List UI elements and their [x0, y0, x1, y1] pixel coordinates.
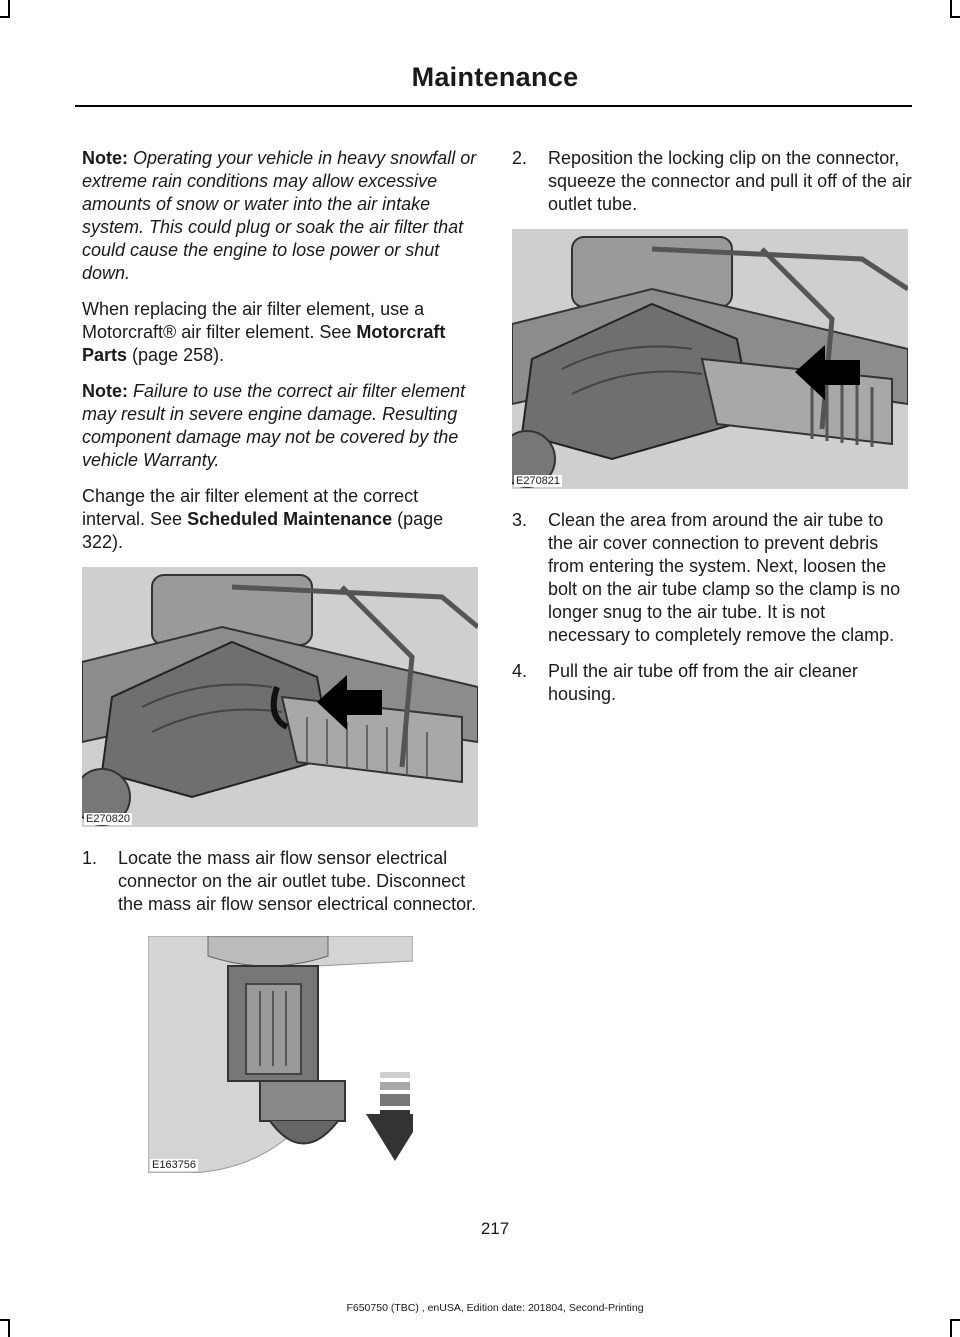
- step-3: [512, 509, 912, 647]
- figure-code: E270821: [516, 475, 561, 487]
- note-label: Note:: [82, 381, 128, 401]
- page-number: 217: [480, 1219, 510, 1238]
- crop-mark: [0, 1319, 10, 1321]
- paragraph-replacement: [82, 298, 478, 367]
- page-reference: (page 322).: [82, 509, 444, 552]
- step-2: [512, 147, 912, 216]
- step-number: 1.: [82, 848, 98, 868]
- right-column: [512, 147, 912, 719]
- paragraph-text: Change the air filter element at the correct interval. See: [82, 486, 419, 529]
- crop-mark: [8, 1319, 10, 1337]
- air-outlet-tube-illustration: [512, 229, 908, 489]
- note-text: Failure to use the correct air filter element may result in severe engine damage. Resulting component damage may not be covered by the vehicle Warranty.: [82, 381, 466, 470]
- paragraph-text: When replacing the air filter element, use a Motorcraft® air filter element. See: [82, 299, 425, 342]
- crop-mark: [950, 1319, 952, 1337]
- page-title: Maintenance: [411, 62, 579, 92]
- figure-code: E270820: [86, 813, 131, 825]
- left-column: [82, 147, 478, 1173]
- step-4: [512, 660, 912, 706]
- note-label: Note:: [82, 148, 128, 168]
- engine-illustration-figure: [82, 567, 478, 827]
- note-operating-conditions: [82, 147, 478, 285]
- step-number: 3.: [512, 510, 528, 530]
- mass-air-flow-connector-illustration: [148, 936, 413, 1173]
- motorcraft-parts-link[interactable]: Motorcraft Parts: [82, 322, 446, 365]
- crop-mark: [0, 16, 10, 18]
- step-text: Clean the area from around the air tube to the air cover connection to prevent debris from entering the system. Next, loosen the bolt on the air tube clamp so the clamp is no longer snug to the air tube. It is not necessary to completely remove the clamp.: [548, 510, 901, 645]
- step-number: 4.: [512, 661, 528, 681]
- step-text: Pull the air tube off from the air cleaner housing.: [548, 661, 858, 704]
- engine-illustration-figure: [512, 229, 908, 489]
- page-reference: (page 258).: [132, 345, 225, 365]
- air-filter-housing-illustration: [82, 567, 478, 827]
- step-number: 2.: [512, 148, 528, 168]
- crop-mark: [950, 16, 960, 18]
- note-text: Operating your vehicle in heavy snowfall or extreme rain conditions may allow excessive amounts of snow or water into the air intake system. This could plug or soak the air filter that could cause the engine to lose power or shut down.: [82, 148, 477, 283]
- connector-illustration-figure: [148, 936, 413, 1173]
- figure-code: E163756: [152, 1159, 197, 1171]
- crop-mark: [950, 1319, 960, 1321]
- header-divider: [75, 105, 912, 107]
- paragraph-interval: [82, 485, 478, 554]
- edition-info: F650750 (TBC) , enUSA, Edition date: 201804, Second-Printing: [346, 1302, 644, 1314]
- step-text: Locate the mass air flow sensor electrical connector on the air outlet tube. Disconnect the mass air flow sensor electrical connector.: [118, 848, 477, 914]
- step-text: Reposition the locking clip on the connector, squeeze the connector and pull it off of the air outlet tube.: [548, 148, 912, 214]
- scheduled-maintenance-link[interactable]: Scheduled Maintenance: [187, 509, 393, 529]
- note-correct-filter: [82, 380, 478, 472]
- step-1: [82, 847, 478, 916]
